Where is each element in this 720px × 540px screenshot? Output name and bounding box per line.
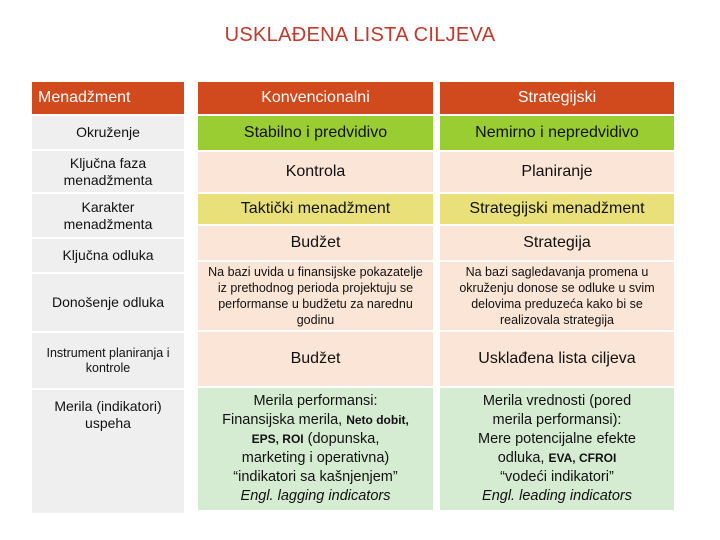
character-conventional: Taktički menadžment — [198, 194, 433, 224]
instrument-strategic: Usklađena lista ciljeva — [440, 332, 674, 386]
success-conv-line1: Merila performansi: — [253, 393, 378, 410]
left-row-character: Karakter menadžmenta — [32, 194, 184, 238]
success-conv-line2: Finansijska merila, Neto dobit, — [222, 412, 409, 429]
left-row-key-phase: Ključna faza menadžmenta — [32, 151, 184, 193]
key-phase-strategic: Planiranje — [440, 152, 674, 192]
page-title: USKLAĐENA LISTA CILJEVA — [224, 24, 496, 46]
decision-making-strategic: Na bazi sagledavanja promena u okruženju donose se odluke u svim delovima preduzeća kako bi se realizovala strategija — [440, 262, 674, 330]
environment-strategic: Nemirno i nepredvidivo — [440, 116, 674, 150]
decision-making-conventional: Na bazi uvida u finansijske pokazatelje iz prethodnog perioda projektuju se performanse u budžetu za narednu godinu — [198, 262, 433, 330]
success-strategic — [440, 388, 674, 510]
left-row-environment: Okruženje — [32, 116, 184, 150]
success-conventional — [198, 388, 433, 510]
success-strat-line1: Merila vrednosti (pored — [482, 393, 632, 410]
success-strat-line5: “vodeći indikatori” — [500, 468, 614, 485]
key-decision-conventional: Budžet — [198, 226, 433, 260]
character-strategic: Strategijski menadžment — [440, 194, 674, 224]
left-row-key-decision: Ključna odluka — [32, 239, 184, 273]
header-conventional: Konvencionalni — [198, 82, 433, 114]
success-strat-line3: Mere potencijalne efekte — [478, 431, 636, 448]
success-conv-line6: Engl. lagging indicators — [240, 487, 391, 504]
header-strategic: Strategijski — [440, 82, 674, 114]
success-strat-line6: Engl. leading indicators — [482, 487, 632, 504]
left-row-decision-making: Donošenje odluka — [32, 274, 184, 332]
success-conv-line5: “indikatori sa kašnjenjem” — [233, 468, 398, 485]
success-strat-line4: odluka, EVA, CFROI — [497, 450, 617, 466]
success-conv-line4: marketing i operativna) — [241, 450, 390, 466]
instrument-conventional: Budžet — [198, 332, 433, 386]
environment-conventional: Stabilno i predvidivo — [198, 116, 433, 150]
success-conv-line3: EPS, ROI (dopunska, — [251, 431, 380, 448]
left-row-success: Merila (indikatori) uspeha — [32, 390, 184, 514]
left-row-instrument: Instrument planiranja i kontrole — [32, 333, 184, 389]
left-header: Menadžment — [32, 82, 184, 114]
success-strat-line2: merila performansi): — [492, 412, 622, 429]
key-decision-strategic: Strategija — [440, 226, 674, 260]
key-phase-conventional: Kontrola — [198, 152, 433, 192]
